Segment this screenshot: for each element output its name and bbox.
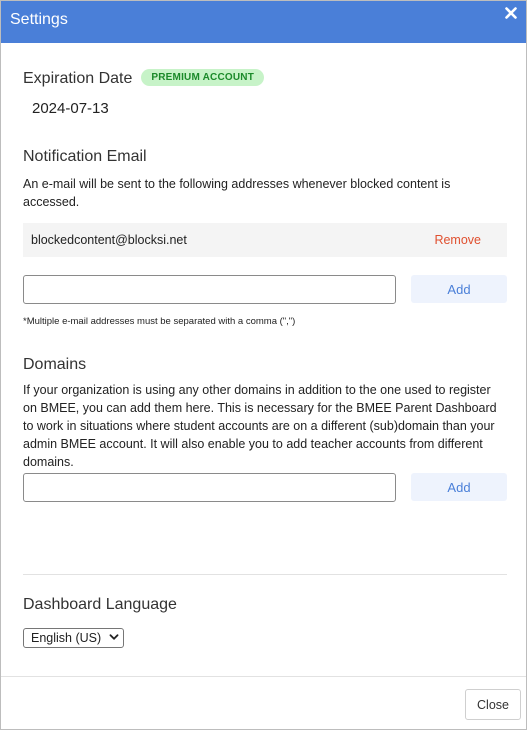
email-list-item [23,223,507,257]
email-address: blockedcontent@blocksi.net [31,233,187,247]
add-domain-button[interactable]: Add [411,473,507,501]
chevron-down-icon [109,631,119,645]
dashboard-language-title: Dashboard Language [23,596,177,613]
language-select[interactable] [23,628,124,648]
email-separator-note: *Multiple e-mail addresses must be separated with a comma (",") [23,316,296,327]
language-selected-value: English (US) [31,631,102,645]
premium-account-badge: PREMIUM ACCOUNT [141,69,264,86]
dialog-header [1,1,526,43]
remove-email-link[interactable]: Remove [434,233,481,247]
expiration-row [23,70,264,88]
domain-input[interactable] [23,473,396,502]
expiration-date: 2024-07-13 [32,100,109,117]
notification-description: An e-mail will be sent to the following addresses whenever blocked content is accessed. [23,177,451,209]
notification-email-input[interactable] [23,275,396,304]
domains-title: Domains [23,356,87,373]
expiration-label: Expiration Date [23,70,133,87]
domains-description: If your organization is using any other domains in addition to the one used to register on BMEE, you can add them here. This is necessary for the BMEE Parent Dashboard to work in situations where student accounts are on a different (sub)domain than your admin BMEE account. It will also enable you to add teacher accounts from different domains. [23,383,497,469]
dialog-title: Settings [10,11,68,28]
close-icon[interactable] [504,6,518,20]
notification-email-title: Notification Email [23,148,147,165]
section-divider [23,574,507,575]
add-email-button[interactable]: Add [411,275,507,303]
footer-divider [1,676,526,677]
close-button[interactable]: Close [465,689,521,720]
